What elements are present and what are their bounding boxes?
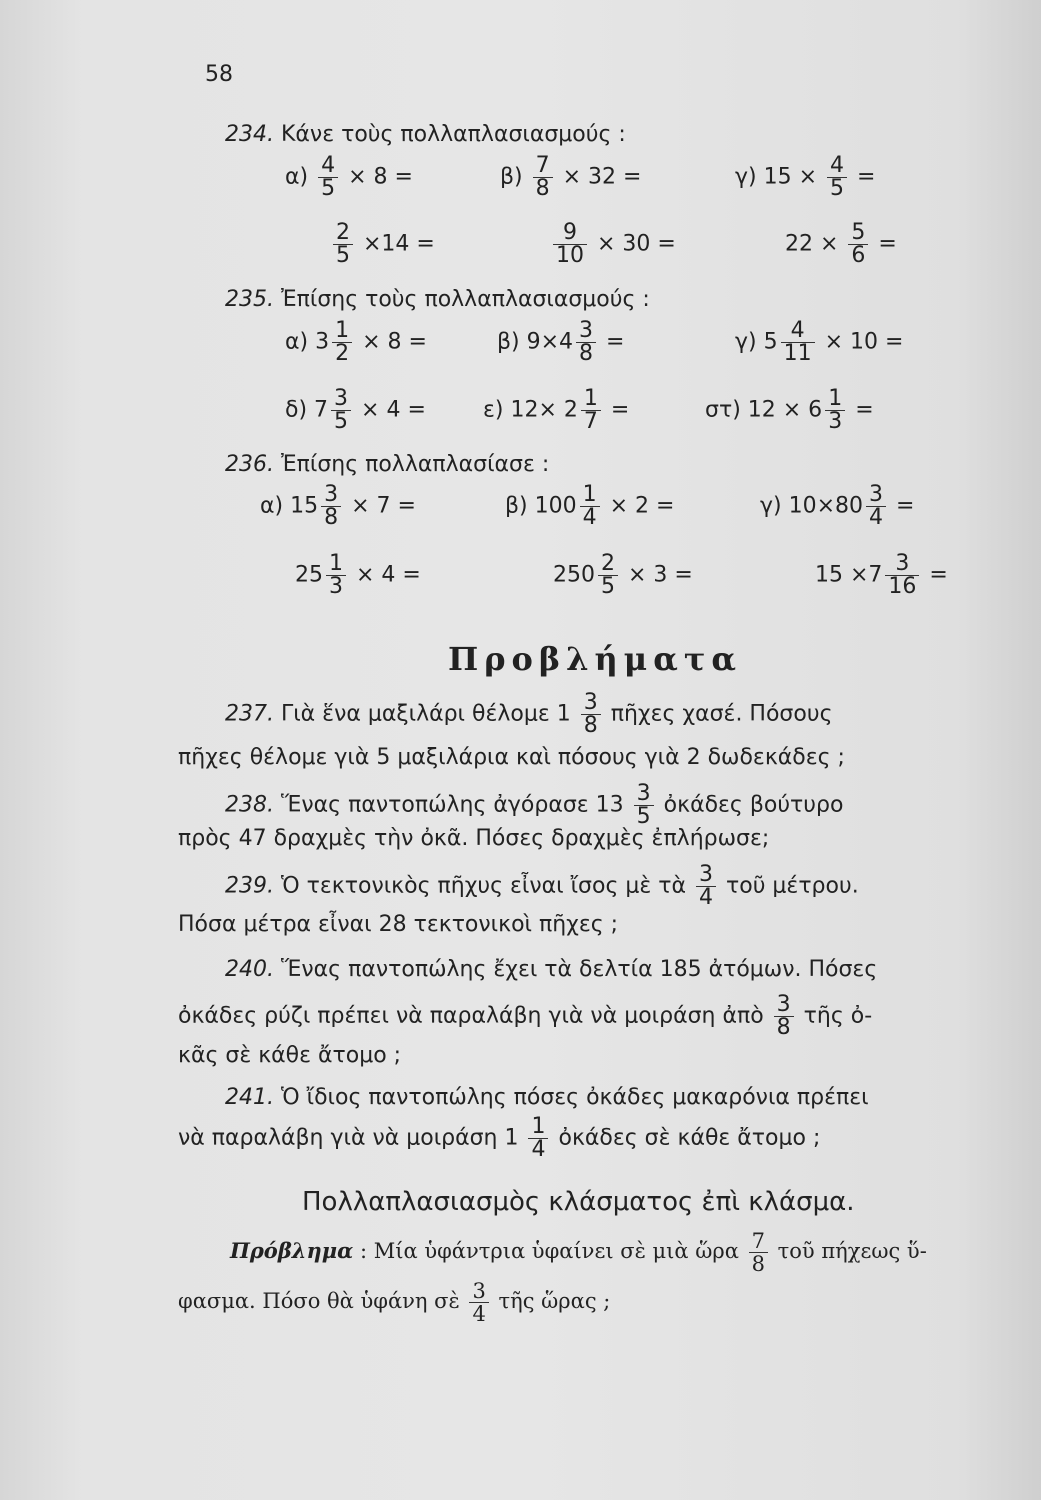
exercise-234-d <box>330 222 435 267</box>
fraction: $\frac{2}{5}$ <box>333 222 353 267</box>
exercise-text: Κάνε τοὺς πολλαπλασιασμούς : <box>280 122 626 147</box>
fraction: $\frac{3}{8}$ <box>576 320 596 365</box>
exercise-235-e <box>483 388 629 433</box>
item-rest: × 4 = <box>356 562 421 588</box>
item-label: ε) 12× 2 <box>483 397 578 423</box>
item-label: 15 ×7 <box>815 562 883 588</box>
problem-text: πῆχες χασέ. Πόσους <box>610 701 833 727</box>
exercise-236-e <box>553 553 693 598</box>
fraction: $\frac{4}{11}$ <box>781 320 815 365</box>
exercise-235-b <box>497 320 624 365</box>
problem-240-line1 <box>225 957 877 983</box>
problem-text: ὀκάδες βούτυρο <box>663 792 844 818</box>
fraction: $\frac{3}{4}$ <box>469 1280 488 1325</box>
problem-text: Ἕνας παντοπώλης ἀγόρασε 13 <box>280 792 624 818</box>
exercise-234-f <box>785 222 897 267</box>
item-rest: × 10 = <box>824 329 904 355</box>
fraction: $\frac{1}{4}$ <box>580 484 600 529</box>
item-rest: = <box>606 329 625 355</box>
fraction: $\frac{4}{5}$ <box>318 155 338 200</box>
item-label: 22 × <box>785 231 839 257</box>
fraction: $\frac{1}{3}$ <box>326 553 346 598</box>
item-rest: × 4 = <box>361 397 426 423</box>
problem-number: 238. <box>225 792 274 818</box>
item-label: γ) 10×80 <box>760 493 864 519</box>
problem-label: Πρόβλημα <box>230 1238 354 1263</box>
exercise-234-b <box>500 155 641 200</box>
problem-text: τῆς ὀ- <box>803 1003 873 1029</box>
problem-number: 237. <box>225 701 274 727</box>
problem-text: τῆς ὥρας ; <box>498 1289 611 1313</box>
fraction: $\frac{1}{2}$ <box>332 320 352 365</box>
fraction: $\frac{3}{16}$ <box>885 553 919 598</box>
page-number: 58 <box>205 62 233 87</box>
exercise-235-c <box>735 320 903 365</box>
exercise-236-b <box>505 484 674 529</box>
problem-line2 <box>178 1280 610 1325</box>
problem-238-line2: πρὸς 47 δραχμὲς τὴν ὀκᾶ. Πόσες δραχμὲς ἐπλήρωσε; <box>178 826 770 851</box>
fraction: $\frac{7}{8}$ <box>533 155 553 200</box>
exercise-235-f <box>705 388 874 433</box>
problem-240-line3: κᾶς σὲ κάθε ἄτομο ; <box>178 1043 402 1068</box>
exercise-235-title <box>225 287 650 313</box>
fraction: $\frac{9}{10}$ <box>553 222 587 267</box>
fraction: $\frac{1}{3}$ <box>825 388 845 433</box>
item-label: α) <box>285 164 309 190</box>
item-rest: = <box>610 397 630 423</box>
item-rest: ×14 = <box>363 231 435 257</box>
problem-text: τοῦ μέτρου. <box>726 873 859 899</box>
exercise-235-a <box>285 320 427 365</box>
item-rest: = <box>878 231 897 257</box>
exercise-text: Ἐπίσης πολλαπλασίασε : <box>280 452 550 477</box>
item-rest: × 8 = <box>362 329 427 355</box>
item-label: γ) 5 <box>735 329 778 355</box>
exercise-234-a <box>285 155 413 200</box>
problem-text: Γιὰ ἕνα μαξιλάρι θέλομε 1 <box>280 701 571 727</box>
exercise-236-f <box>815 553 948 598</box>
fraction: $\frac{3}{8}$ <box>774 994 794 1039</box>
exercise-236-title <box>225 452 549 478</box>
problem-text: Ὁ τεκτονικὸς πῆχυς εἶναι ἴσος μὲ τὰ <box>280 873 686 899</box>
problem-text: ὀκάδες ρύζι πρέπει νὰ παραλάβη γιὰ νὰ μοιράση ἀπὸ <box>178 1003 764 1029</box>
exercise-234-e <box>550 222 676 267</box>
problem-text: ὀκάδες σὲ κάθε ἄτομο ; <box>558 1125 821 1151</box>
item-rest: × 3 = <box>628 562 693 588</box>
problem-text: τοῦ πήχεως ὕ- <box>777 1239 927 1263</box>
problem-240-line2 <box>178 994 872 1039</box>
fraction: $\frac{1}{4}$ <box>528 1116 548 1161</box>
item-rest: = <box>855 397 874 423</box>
problem-239-line2: Πόσα μέτρα εἶναι 28 τεκτονικοὶ πῆχες ; <box>178 912 619 937</box>
item-rest: × 2 = <box>609 493 675 519</box>
item-label: α) 3 <box>285 329 330 355</box>
exercise-236-c <box>760 484 914 529</box>
fraction: $\frac{4}{5}$ <box>827 155 847 200</box>
exercise-text: Ἐπίσης τοὺς πολλαπλασιασμούς : <box>280 287 650 312</box>
fraction: $\frac{3}{8}$ <box>321 484 341 529</box>
fraction: $\frac{7}{8}$ <box>749 1230 768 1275</box>
fraction: $\frac{1}{7}$ <box>581 388 601 433</box>
fraction: $\frac{3}{4}$ <box>866 484 886 529</box>
item-rest: × 32 = <box>562 164 642 190</box>
item-label: α) 15 <box>260 493 319 519</box>
problem-line1 <box>230 1230 927 1275</box>
item-label: 250 <box>553 562 595 588</box>
problem-237-line1 <box>225 692 832 737</box>
fraction: $\frac{5}{6}$ <box>848 222 868 267</box>
item-label: γ) 15 × <box>735 164 818 190</box>
problem-text: Ἕνας παντοπώλης ἔχει τὰ δελτία 185 ἀτόμων. Πόσες <box>280 957 878 982</box>
exercise-number: 236. <box>225 452 274 477</box>
problem-241-line1 <box>225 1085 869 1111</box>
item-rest: = <box>857 164 876 190</box>
problems-heading: Προβλήματα <box>448 640 742 678</box>
problem-text: φασμα. Πόσο θὰ ὑφάνη σὲ <box>178 1289 460 1313</box>
item-label: 25 <box>295 562 323 588</box>
problem-237-line2: πῆχες θέλομε γιὰ 5 μαξιλάρια καὶ πόσους γιὰ 2 δωδεκάδες ; <box>178 745 845 770</box>
fraction: $\frac{3}{4}$ <box>696 864 716 909</box>
problem-239-line1 <box>225 864 859 909</box>
problem-number: 240. <box>225 957 274 982</box>
fraction: $\frac{3}{5}$ <box>634 783 654 828</box>
fraction: $\frac{3}{8}$ <box>581 692 601 737</box>
item-label: στ) 12 × 6 <box>705 397 823 423</box>
item-label: β) 100 <box>505 493 577 519</box>
problem-number: 239. <box>225 873 274 899</box>
problem-text: Ὁ ἴδιος παντοπώλης πόσες ὀκάδες μακαρόνια πρέπει <box>280 1085 869 1110</box>
fraction: $\frac{2}{5}$ <box>598 553 618 598</box>
item-rest: × 8 = <box>348 164 413 190</box>
exercise-236-a <box>260 484 416 529</box>
exercise-number: 234. <box>225 122 274 147</box>
problem-241-line2 <box>178 1116 820 1161</box>
item-label: δ) 7 <box>285 397 329 423</box>
section-title: Πολλαπλασιασμὸς κλάσματος ἐπὶ κλάσμα. <box>302 1187 855 1217</box>
problem-number: 241. <box>225 1085 274 1110</box>
exercise-234-c <box>735 155 875 200</box>
exercise-number: 235. <box>225 287 274 312</box>
item-rest: × 30 = <box>597 231 676 257</box>
exercise-234-title <box>225 122 626 148</box>
item-rest: = <box>896 493 915 519</box>
exercise-235-d <box>285 388 426 433</box>
item-label: β) 9×4 <box>497 329 574 355</box>
problem-238-line1 <box>225 783 843 828</box>
item-label: β) <box>500 164 523 190</box>
exercise-236-d <box>295 553 421 598</box>
item-rest: = <box>929 562 948 588</box>
item-rest: × 7 = <box>351 493 416 519</box>
problem-text: νὰ παραλάβη γιὰ νὰ μοιράση 1 <box>178 1125 519 1151</box>
fraction: $\frac{3}{5}$ <box>331 388 351 433</box>
problem-text: : Μία ὑφάντρια ὑφαίνει σὲ μιὰ ὥρα <box>359 1239 739 1263</box>
